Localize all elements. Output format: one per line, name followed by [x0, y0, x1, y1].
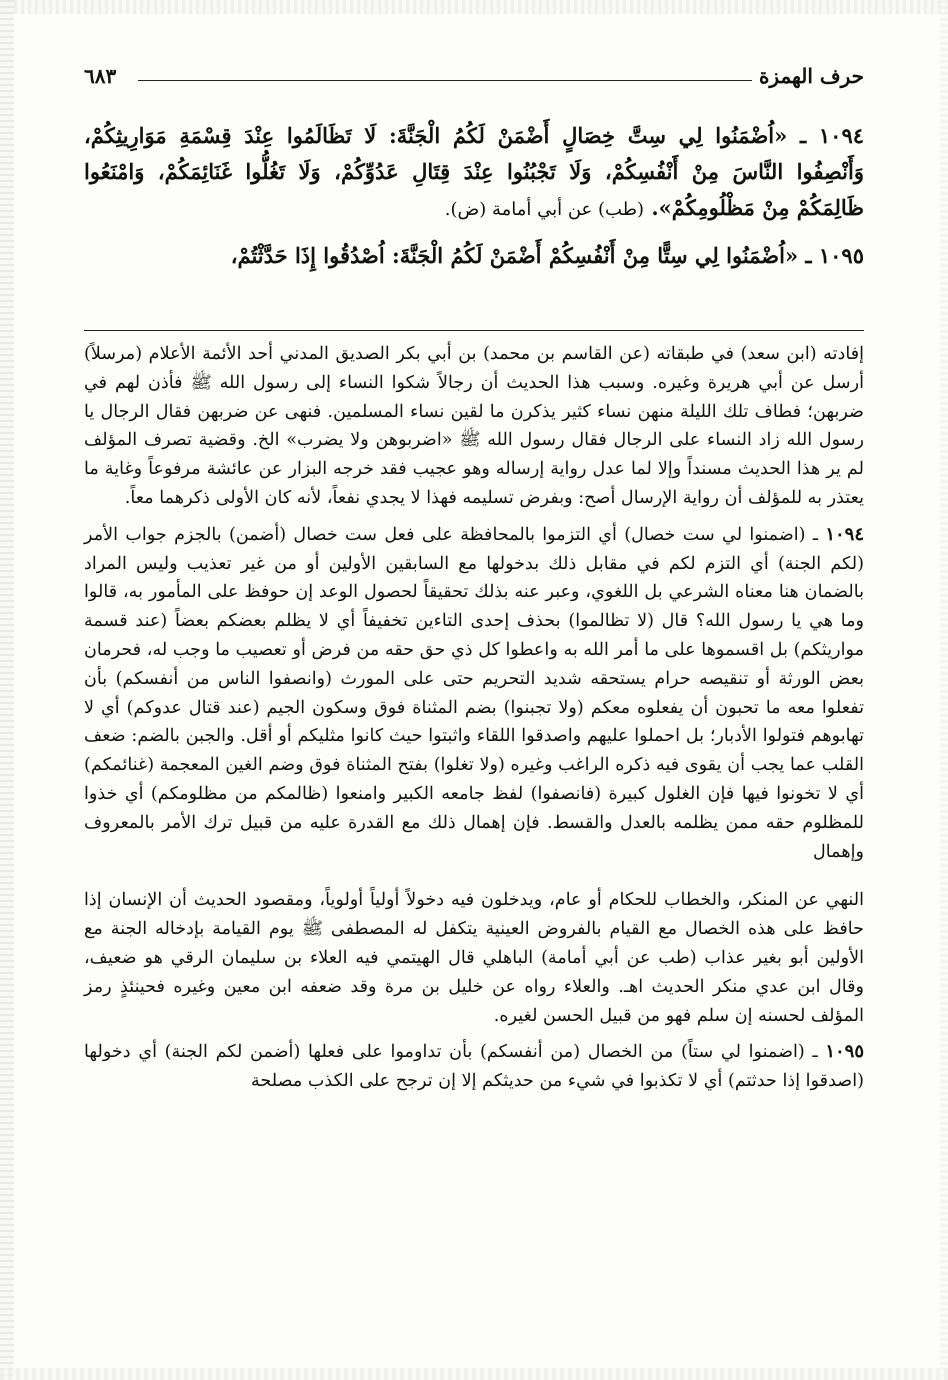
hadith-text: ـ «اُضْمَنُوا لِي سِتَّ خِصَالٍ أَضْمَنْ لَكُمُ الْجَنَّةَ: لَا تَظَالَمُوا عِنْدَ قِسْمَةِ مَوَارِيثِكُمْ، وَأَنْصِفُوا النَّاسَ مِنْ أَنْفُسِكُمْ، وَلَا تَجْبُنُوا عِنْدَ قِتَالِ عَدُوِّكُمْ، وَلَا تَغُلُّوا غَنَائِمَكُمْ، وَامْنَعُوا ظَالِمَكُمْ مِنْ مَظْلُومِكُمْ».: [84, 123, 864, 220]
commentary-paragraph: [84, 340, 864, 513]
running-header: [84, 60, 864, 92]
commentary-number: ١٠٩٤: [825, 523, 865, 545]
commentary-text: ـ (اضمنوا لي ست خصال) أي التزموا بالمحافظة على فعل ست خصال (أضمن) بالجزم جواب الأمر (لكم الجنة) أي التزم لكم في مقابل ذلك بدخولها مع السابقين الأولين أو من غير تعذيب وليس المراد بالضمان هنا معناه الشرعي بل اللغوي، وعبر عنه بذلك تحقيقاً لحصول الوعد إن حوفظ على المأمور به، قالوا وما هي يا رسول الله؟ قال (لا تظالموا) بحذف إحدى التاءين تخفيفاً أي لا يظلم بعضكم بعضاً (عند قسمة مواريثكم) بل اقسموها على ما أمر الله به واعطوا كل ذي حق حقه من فرض أو تعصيب ما وجب له، فحرمان بعض الورثة أو تنقيصه حرام يستحقه شديد التحريم حتى على المورث (وانصفوا الناس من أنفسكم) بأن تفعلوا معه ما تحبون أن يفعلوه معكم (ولا تجبنوا) بضم المثناة فوق وسكون الجيم (عند قتال عدوكم) أي لا تهابوهم فتولوا الأدبار؛ بل احملوا عليهم واصدقوا اللقاء واثبتوا حيث كانوا مثليكم أو أقل. والجبن بالضم: ضعف القلب عما يجب أن يقوى فيه ذكره الراغب وغيره (ولا تغلوا) بفتح المثناة فوق وضم الغين المعجمة (غنائمكم) أي لا تخونوا فيها فإن الغلول كبيرة (فانصفوا) لفظ جامعه الكبير وامنعوا (ظالمكم من مظلومكم) أي خذوا للمظلوم حقه ممن يظلمه بالعدل والقسط. فإن إهمال ذلك مع القدرة عليه من قبيل ترك الأمر بالمعروف وإهمال: [84, 524, 864, 862]
commentary-number: ١٠٩٥: [825, 1041, 865, 1063]
scan-edge-right: [940, 0, 948, 1380]
commentary-text: النهي عن المنكر، والخطاب للحكام أو عام، ويدخلون فيه دخولاً أولياً أولوياً، ومقصود الحديث أن الإنسان إذا حافظ على هذه الخصال مع القيام بالفروض العينية يتكفل له المصطفى ﷺ يوم القيامة بإدخاله الجنة مع الأولين أبو بغير عذاب (طب عن أبي أمامة) الباهلي قال الهيتمي فيه العلاء بن سليمان الرقي هو ضعيف، وقال ابن عدي منكر الحديث اهـ. والعلاء رواه عن خليل بن مرة وقد ضعفه ابن معين وغيره فحينئذٍ رمز المؤلف لحسنه إن سلم فهو من قبيل الحسن لغيره.: [84, 890, 865, 1026]
page-number: ٦٨٣: [84, 64, 117, 88]
chapter-title: حرف الهمزة: [758, 64, 864, 88]
hadith-text: ـ «اُضْمَنُوا لِي سِتًّا مِنْ أَنْفُسِكُمْ أَضْمَنْ لَكُمُ الْجَنَّةَ: اُصْدُقُوا إِذَا حَدَّثْتُمْ،: [230, 243, 812, 268]
hadith-number: ١٠٩٤: [818, 123, 865, 148]
commentary-text: ـ (اضمنوا لي ستاً) من الخصال (من أنفسكم) بأن تداوموا على فعلها (أضمن لكم الجنة) أي دخولها (اصدقوا إذا حدثتم) أي لا تكذبوا في شيء من حديثكم إلا إن ترجح على الكذب مصلحة: [84, 1042, 864, 1092]
hadith-source: (طب) عن أبي أمامة (ض).: [444, 199, 645, 220]
commentary-paragraph: [84, 1038, 864, 1096]
scan-edge-top: [0, 0, 948, 14]
scan-edge-left: [0, 0, 14, 1380]
hadith-number: ١٠٩٥: [818, 243, 864, 268]
commentary-block: [84, 340, 864, 1104]
hadith-entry: [84, 118, 864, 228]
commentary-paragraph: [84, 521, 864, 867]
hadith-entry: [84, 238, 864, 274]
header-rule: [138, 80, 752, 81]
commentary-text: إفادته (ابن سعد) في طبقاته (عن القاسم بن محمد) بن أبي بكر الصديق المدني أحد الأئمة الأعلام (مرسلاً) أرسل عن أبي هريرة وغيره. وسبب هذا الحديث أن رجالاً شكوا النساء إلى رسول الله ﷺ فأذن لهم في ضربهن؛ فطاف تلك الليلة منهن نساء كثير يذكرن ما لقين نساء المسلمين. فنهى عن ضربهن فقال الرجال يا رسول الله زاد النساء على الرجال فقال رسول الله ﷺ «اضربوهن ولا يضرب» الخ. وقضية تصرف المؤلف لم ير هذا الحديث مسنداً وإلا لما عدل رواية إرساله وهو عجيب فقد خرجه البزار عن عائشة مرفوعاً وغاية ما يعتذر به للمؤلف أن رواية الإرسال أصح: وبفرض تسليمه فهذا لا يجدي نفعاً، لأنه كان الأولى ذكرهما معاً.: [84, 344, 864, 508]
scan-edge-bottom: [0, 1368, 948, 1380]
commentary-divider: [84, 330, 864, 331]
hadith-text-block: [84, 118, 864, 284]
commentary-paragraph: [84, 886, 864, 1030]
